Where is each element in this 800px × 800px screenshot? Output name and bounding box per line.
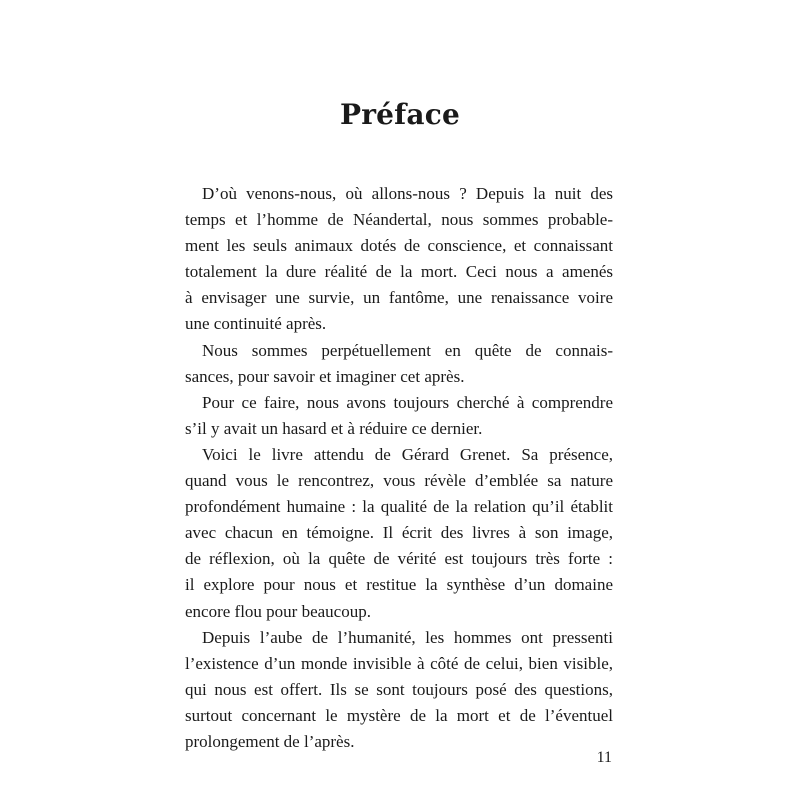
text-line: totalement la dure réalité de la mort. Ceci nous a amenés <box>185 262 613 282</box>
text-line: à envisager une survie, un fantôme, une renaissance voire <box>185 288 613 308</box>
text-line: l’existence d’un monde invisible à côté de celui, bien visible, <box>185 653 613 673</box>
text-line: Nous sommes perpétuellement en quête de connais- <box>202 340 613 360</box>
text-line: prolongement de l’après. <box>185 731 355 751</box>
text-line: sances, pour savoir et imaginer cet après. <box>185 366 465 386</box>
text-line: profondément humaine : la qualité de la relation qu’il établit <box>185 497 613 517</box>
paragraph <box>185 625 613 755</box>
text-line: D’où venons-nous, où allons-nous ? Depuis la nuit des <box>202 184 613 203</box>
text-line: surtout concernant le mystère de la mort et de l’éventuel <box>185 705 613 725</box>
text-line: Pour ce faire, nous avons toujours cherché à comprendre <box>202 392 613 412</box>
text-line: temps et l’homme de Néandertal, nous sommes probable- <box>185 210 613 230</box>
text-line: quand vous le rencontrez, vous révèle d’emblée sa nature <box>185 471 613 491</box>
text-line: s’il y avait un hasard et à réduire ce dernier. <box>185 418 483 438</box>
preface-body <box>185 181 613 755</box>
page-number: 11 <box>596 749 612 766</box>
page-title: Préface <box>339 98 461 131</box>
text-line: Depuis l’aube de l’humanité, les hommes ont pressenti <box>202 627 613 647</box>
text-line: il explore pour nous et restitue la synthèse d’un domaine <box>185 575 613 595</box>
text-line: avec chacun en témoigne. Il écrit des livres à son image, <box>185 523 613 543</box>
text-line: de réflexion, où la quête de vérité est toujours très forte : <box>185 549 613 569</box>
text-line: ment les seuls animaux dotés de conscience, et connaissant <box>185 236 613 256</box>
text-line: qui nous est offert. Ils se sont toujours posé des questions, <box>185 679 613 699</box>
paragraph <box>185 338 613 390</box>
text-line: une continuité après. <box>185 314 327 334</box>
text-line: encore flou pour beaucoup. <box>185 601 371 621</box>
text-line: Voici le livre attendu de Gérard Grenet. Sa présence, <box>202 444 613 464</box>
paragraph <box>185 442 613 625</box>
paragraph <box>185 390 613 442</box>
paragraph <box>185 181 613 338</box>
